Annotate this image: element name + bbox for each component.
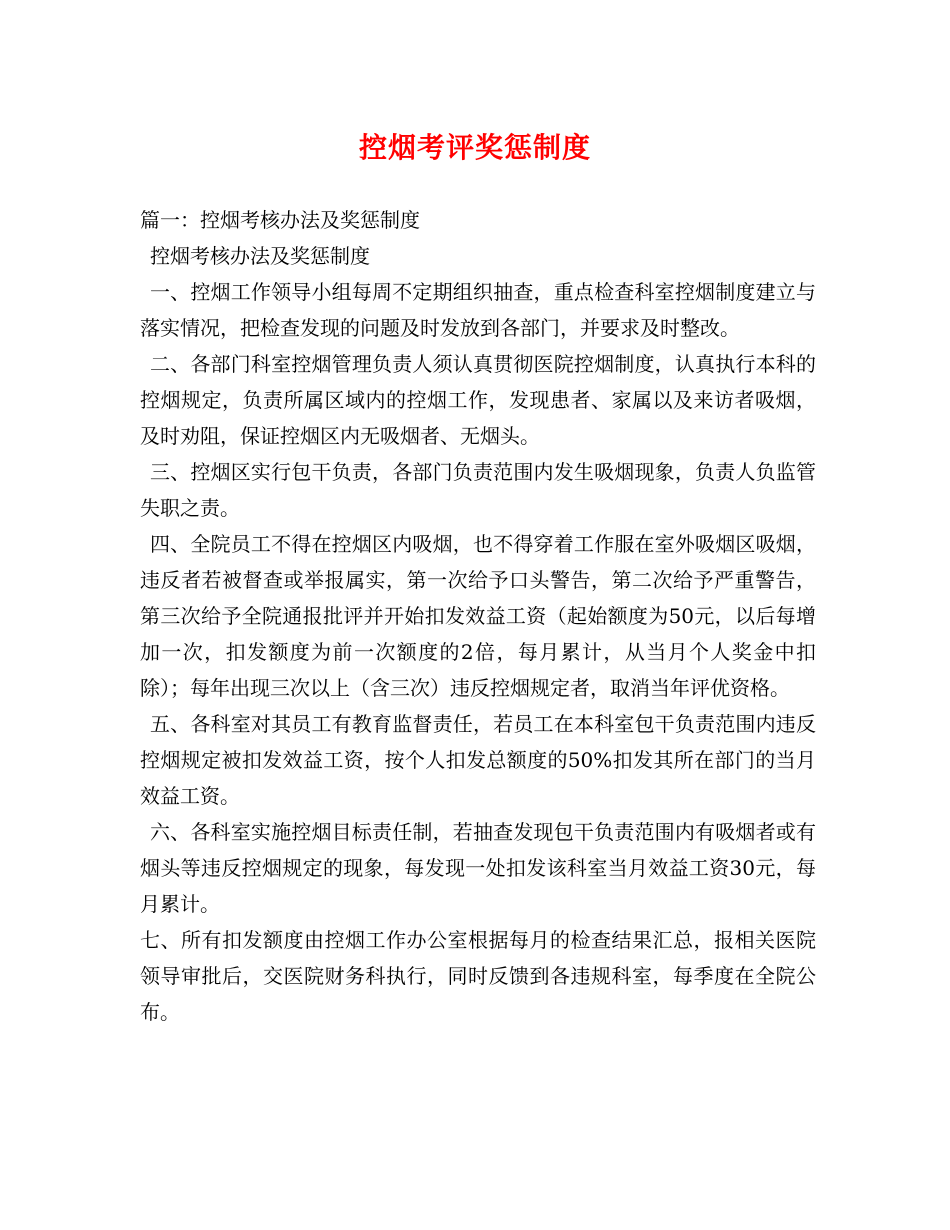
paragraph-3: 三、控烟区实行包干负责，各部门负责范围内发生吸烟现象，负责人负监管失职之责。 (140, 460, 816, 520)
paragraph-6: 六、各科室实施控烟目标责任制，若抽查发现包干负责范围内有吸烟者或有烟头等违反控烟规定的现象，每发现一处扣发该科室当月效益工资30元，每月累计。 (140, 820, 816, 916)
paragraph-1: 一、控烟工作领导小组每周不定期组织抽查，重点检查科室控烟制度建立与落实情况，把检查发现的问题及时发放到各部门，并要求及时整改。 (140, 280, 816, 340)
subheading: 控烟考核办法及奖惩制度 (150, 244, 370, 268)
document-title: 控烟考评奖惩制度 (358, 131, 591, 164)
document-body (140, 202, 816, 1030)
paragraph-7: 七、所有扣发额度由控烟工作办公室根据每月的检查结果汇总，报相关医院领导审批后，交医院财务科执行，同时反馈到各违规科室，每季度在全院公布。 (140, 928, 816, 1024)
section-heading: 篇一：控烟考核办法及奖惩制度 (140, 208, 420, 232)
paragraph-2: 二、各部门科室控烟管理负责人须认真贯彻医院控烟制度，认真执行本科的控烟规定，负责所属区域内的控烟工作，发现患者、家属以及来访者吸烟，及时劝阻，保证控烟区内无吸烟者、无烟头。 (140, 352, 816, 448)
paragraph-5: 五、各科室对其员工有教育监督责任，若员工在本科室包干负责范围内违反控烟规定被扣发效益工资，按个人扣发总额度的50%扣发其所在部门的当月效益工资。 (140, 712, 816, 808)
paragraph-4: 四、全院员工不得在控烟区内吸烟，也不得穿着工作服在室外吸烟区吸烟，违反者若被督查或举报属实，第一次给予口头警告，第二次给予严重警告，第三次给予全院通报批评并开始扣发效益工资（起始额度为50元，以后每增加一次，扣发额度为前一次额度的2倍，每月累计，从当月个人奖金中扣除）；每年出现三次以上（含三次）违反控烟规定者，取消当年评优资格。 (140, 532, 816, 700)
